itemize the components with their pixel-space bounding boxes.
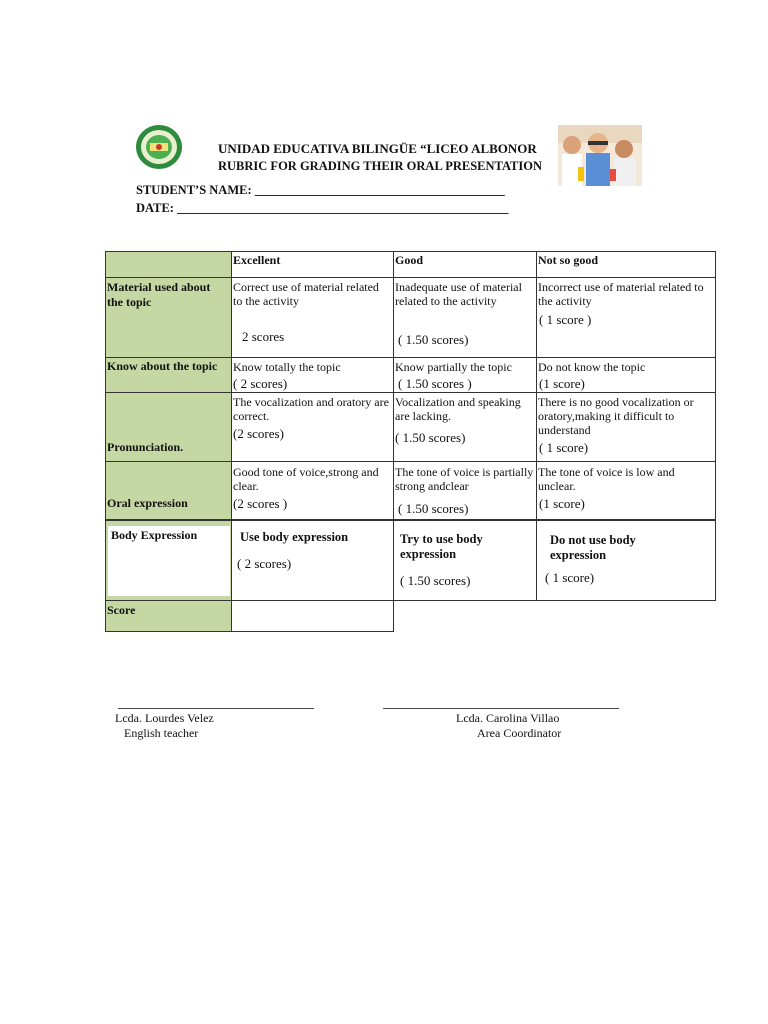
cell-text: Know totally the topic — [233, 360, 341, 374]
teacher-name: Lcda. Lourdes Velez — [115, 711, 214, 725]
cell-score: ( 1 score ) — [539, 312, 592, 327]
cell-text: The vocalization and oratory are correct. — [233, 395, 389, 423]
cell-text: The tone of voice is partially strong andclear — [395, 465, 534, 493]
grid-line — [105, 251, 716, 252]
grid-line — [105, 519, 716, 521]
grid-line — [393, 251, 394, 632]
cell-text: Inadequate use of material related to the activity — [395, 280, 522, 308]
cell-score: 2 scores — [242, 329, 285, 344]
row-label-know-topic: Know about the topic — [107, 359, 218, 373]
column-header-good: Good — [395, 253, 424, 267]
row-label-oral-expression: Oral expression — [107, 496, 188, 510]
cell-score: ( 1.50 scores) — [400, 573, 471, 588]
cell-score: (1 score) — [539, 376, 585, 391]
grid-line — [105, 600, 716, 601]
row-label-body-expression: Body Expression — [111, 528, 198, 542]
grid-line — [231, 251, 232, 632]
grid-line — [715, 251, 716, 601]
column-header-not-so-good: Not so good — [538, 253, 599, 267]
grid-line — [105, 392, 716, 393]
cell-score: ( 1.50 scores ) — [398, 376, 472, 391]
cell-score: (1 score) — [539, 496, 585, 511]
cell-score: ( 1.50 scores) — [395, 430, 466, 445]
student-name-field: STUDENT’S NAME: ________________________________________ — [136, 183, 505, 197]
grid-line — [105, 631, 393, 632]
school-logo — [135, 124, 183, 170]
date-field: DATE: _____________________________________________________ — [136, 201, 509, 215]
cell-score: ( 1.50 scores) — [398, 501, 469, 516]
column-header-excellent: Excellent — [233, 253, 281, 267]
students-photo — [558, 125, 642, 186]
grid-line — [105, 357, 716, 358]
cell-score: ( 1 score) — [545, 570, 595, 585]
signature-line-coordinator — [383, 708, 619, 709]
signature-line-teacher — [118, 708, 314, 709]
cell-text: Do not know the topic — [538, 360, 646, 374]
cell-score: (2 scores ) — [233, 496, 288, 511]
grid-line — [105, 251, 106, 632]
cell-score: ( 2 scores) — [233, 376, 288, 391]
cell-text: Good tone of voice,strong and clear. — [233, 465, 379, 493]
cell-score: ( 1.50 scores) — [398, 332, 469, 347]
coordinator-role: Area Coordinator — [477, 726, 562, 740]
score-label: Score — [107, 603, 136, 617]
cell-score: ( 1 score) — [539, 440, 589, 455]
row-label-pronunciation: Pronunciation. — [107, 440, 184, 454]
teacher-role: English teacher — [124, 726, 199, 740]
cell-text: Know partially the topic — [395, 360, 512, 374]
grid-line — [105, 277, 716, 278]
grid-line — [105, 461, 716, 462]
cell-text: Do not use body expression — [550, 533, 636, 562]
coordinator-name: Lcda. Carolina Villao — [456, 711, 560, 725]
cell-text: Try to use body expression — [400, 532, 483, 561]
cell-text: The tone of voice is low and unclear. — [538, 465, 675, 493]
cell-text: Incorrect use of material related to the activity — [538, 280, 704, 308]
cell-text: Correct use of material related to the activity — [233, 280, 379, 308]
rubric-title: RUBRIC FOR GRADING THEIR ORAL PRESENTATION — [218, 159, 543, 173]
grid-line — [536, 251, 537, 601]
row-label-material: Material used about the topic — [107, 280, 211, 309]
cell-score: ( 2 scores) — [237, 556, 292, 571]
cell-text: Vocalization and speaking are lacking. — [395, 395, 521, 423]
cell-text: Use body expression — [240, 530, 349, 544]
cell-text: There is no good vocalization or oratory,making it difficult to understand — [538, 395, 694, 437]
school-name: UNIDAD EDUCATIVA BILINGÜE “LICEO ALBONOR — [218, 141, 537, 156]
cell-score: (2 scores) — [233, 426, 284, 441]
